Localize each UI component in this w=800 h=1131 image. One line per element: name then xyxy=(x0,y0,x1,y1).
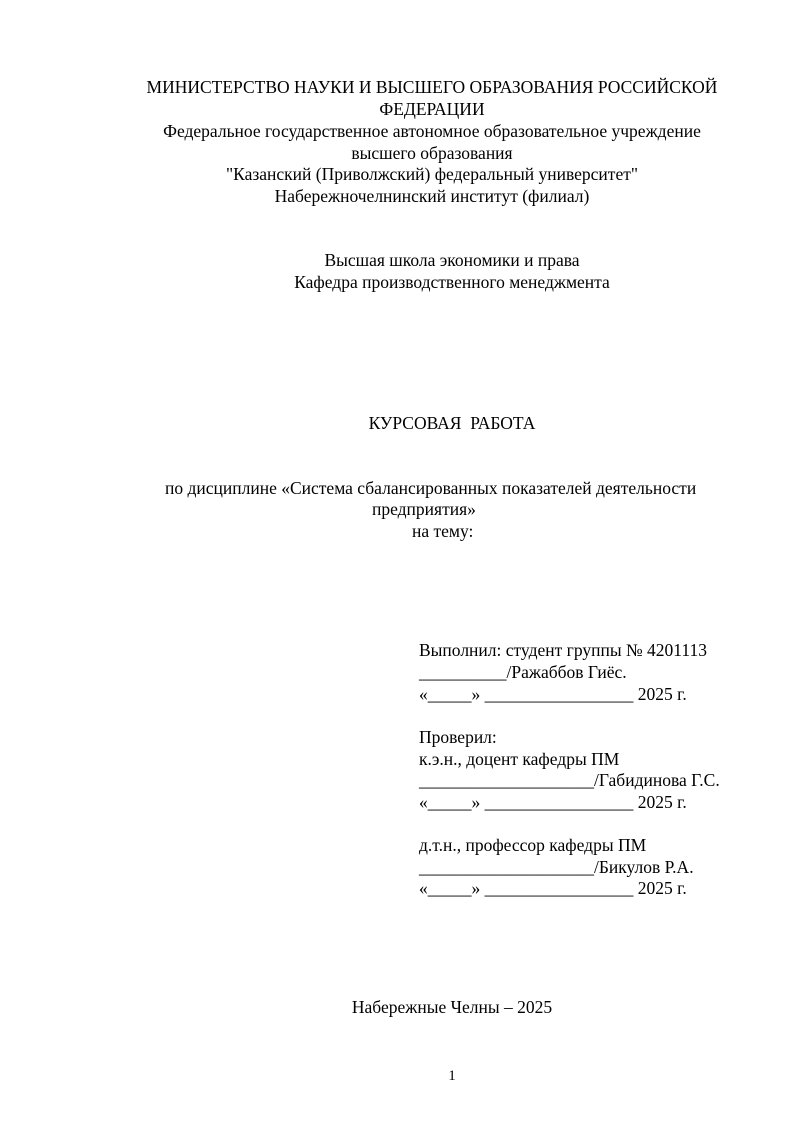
city-year: Набережные Челны – 2025 xyxy=(351,997,553,1017)
reviewer2-date: «_____» _________________ 2025 г. xyxy=(419,878,687,898)
discipline-line-2: предприятия» xyxy=(372,499,476,519)
branch-name: Набережночелнинский институт (филиал) xyxy=(274,186,590,206)
page-number: 1 xyxy=(448,1068,456,1084)
reviewer2-signature: ____________________/Бикулов Р.А. xyxy=(419,857,694,877)
student-date: «_____» _________________ 2025 г. xyxy=(419,684,687,704)
reviewer1-title: к.э.н., доцент кафедры ПМ xyxy=(419,749,620,769)
institution-line-1: Федеральное государственное автономное образовательное учреждение xyxy=(163,121,701,141)
reviewer1-date: «_____» _________________ 2025 г. xyxy=(419,792,687,812)
school-name: Высшая школа экономики и права xyxy=(324,250,580,270)
student-line: Выполнил: студент группы № 4201113 xyxy=(419,640,707,660)
ministry-line-2: ФЕДЕРАЦИИ xyxy=(379,99,485,119)
reviewer2-title: д.т.н., профессор кафедры ПМ xyxy=(419,835,647,855)
institution-line-2: высшего образования xyxy=(351,143,513,163)
topic-label: на тему: xyxy=(412,521,474,541)
discipline-line-1: по дисциплине «Система сбалансированных показателей деятельности xyxy=(165,478,697,498)
student-signature: __________/Ражаббов Гиёс. xyxy=(419,662,627,682)
work-type: КУРСОВАЯ РАБОТА xyxy=(368,413,536,433)
university-name: "Казанский (Приволжский) федеральный университет" xyxy=(225,164,639,184)
ministry-line-1: МИНИСТЕРСТВО НАУКИ И ВЫСШЕГО ОБРАЗОВАНИЯ РОССИЙСКОЙ xyxy=(146,77,718,97)
reviewer1-signature: ____________________/Габидинова Г.С. xyxy=(419,770,720,790)
checked-label: Проверил: xyxy=(419,727,497,747)
chair-name: Кафедра производственного менеджмента xyxy=(294,272,610,292)
